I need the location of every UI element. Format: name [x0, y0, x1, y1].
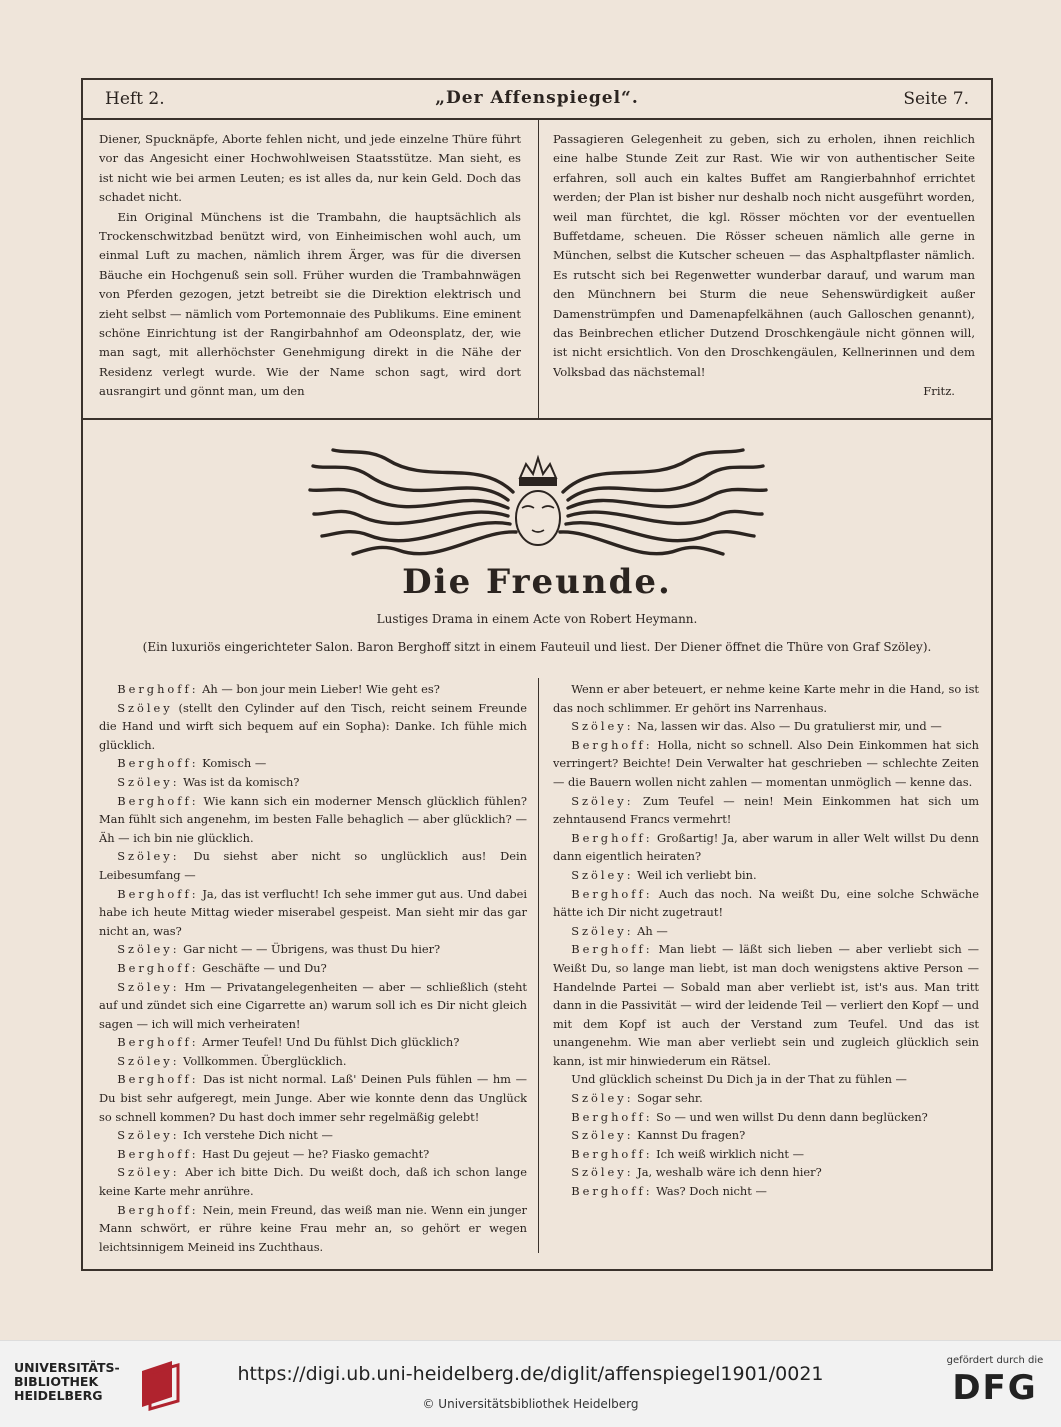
dialogue-text: Ah — bon jour mein Lieber! Wie geht es? [198, 682, 440, 696]
dialogue-line [553, 680, 979, 717]
dialogue-text: Das ist nicht normal. Laß' Deinen Puls fühlen — hm — Du bist sehr aufgeregt, mein Junge. Aber wie konnte denn das Unglück so schnell kommen? Du hast doch immer sehr regelmäßig gelebt! [99, 1072, 527, 1124]
speaker-name: Szöley: [117, 1053, 180, 1068]
dialogue-line [99, 773, 527, 792]
speaker-name: Berghoff: [117, 960, 199, 975]
dialogue-text: Und glücklich scheinst Du Dich ja in der That zu fühlen — [571, 1072, 907, 1087]
dialogue-line [99, 1126, 527, 1145]
dialogue-text: Ja, das ist verflucht! Ich sehe immer gut aus. Und dabei habe ich heute Mittag wieder miserabel gespeist. Man sieht mir das gar nicht an, was? [99, 886, 527, 938]
paragraph: Passagieren Gelegenheit zu geben, sich zu erholen, ihnen reichlich eine halbe Stunde Zeit zur Rast. Wie wir von authentischer Seite erfahren, soll auch ein kaltes Buffet am Rangierbahnhof errichtet werden; der Plan ist bisher nur deshalb noch nicht ausgeführt worden, weil man fürchtet, die kgl. Rösser möchten vor der eventuellen Buffetdame, scheuen. Die Rösser scheuen nämlich alle gerne in München, selbst die Kutscher scheuen — das Asphaltpflaster nämlich. Es rutscht sich bei Regenwetter wunderbar darauf, und warum man den Münchnern bei Sturm die neue Sehenswürdigkeit außer Damenstrümpfen und Damenapfelkähnen (auch Galloschen genannt), das Beinbrechen etlicher Dutzend Droschkengäule nicht gönnen will, ist nicht ersichtlich. Von den Droschkengäulen, Kellnerinnen und dem Volksbad das nächstemal! [553, 132, 975, 379]
journal-title: „Der Affenspiegel“. [435, 88, 639, 108]
dialogue-line [99, 1201, 527, 1255]
speaker-name: Berghoff: [117, 1072, 199, 1087]
speaker-name: Szöley: [571, 793, 634, 808]
speaker-name: Berghoff: [117, 756, 199, 771]
dialogue-text: Wie kann sich ein moderner Mensch glücklich fühlen? Man fühlt sich angenehm, im besten Falle behaglich — aber glücklich? — Äh — ich bin nie glücklich. [99, 793, 527, 845]
dialogue-line [553, 1070, 979, 1089]
dialogue-text: (stellt den Cylinder auf den Tisch, reicht seinem Freunde die Hand und wirft sich bequem auf ein Sopha): Danke. Ich fühle mich glücklich. [99, 700, 527, 752]
logo-line-2: BIBLIOTHEK [14, 1374, 99, 1389]
dialogue-line [553, 1145, 979, 1164]
dialogue-line [99, 940, 527, 959]
speaker-name: Szöley [117, 700, 173, 715]
dialogue-line [99, 699, 527, 755]
permalink-url[interactable]: https://digi.ub.uni-heidelberg.de/diglit/affenspiegel1901/0021 [237, 1363, 824, 1385]
dialogue-line [99, 792, 527, 848]
page-frame [81, 78, 993, 1271]
library-footer [0, 1340, 1061, 1427]
speaker-name: Szöley: [571, 867, 634, 882]
issue-label: Heft 2. [105, 89, 165, 109]
dialogue-line [553, 885, 979, 922]
dialogue-line [99, 754, 527, 773]
dialogue-text: Hast Du gejeut — he? Fiasko gemacht? [198, 1146, 430, 1161]
speaker-name: Szöley: [117, 849, 180, 864]
speaker-name: Berghoff: [117, 1035, 199, 1050]
dialogue-line [99, 680, 527, 699]
paragraph: Ein Original Münchens ist die Trambahn, die hauptsächlich als Trockenschwitzbad benützt wird, von Einheimischen wohl auch, um einmal Luft zu machen, nämlich ihrem Ärger, was für die diversen Bäuche ein Hochgenuß sein soll. Früher wurden die Trambahnwägen von Pferden gezogen, jetzt betreibt sie die Direktion elektrisch und zieht selbst — nämlich vom Portemonnaie des Publikums. Eine eminent schöne Einrichtung ist der Rangirbahnhof am Odeonsplatz, der, wie man sagt, mit allerhöchster Genehmigung direkt in die Nähe der Residenz verlegt wurde. Wie der Name schon sagt, wird dort ausrangirt und gönnt man, um den [99, 209, 521, 399]
dialogue-text: Kannst Du fragen? [633, 1128, 746, 1143]
dialogue-text: Ich weiß wirklich nicht — [652, 1146, 805, 1161]
speaker-name: Szöley: [117, 1165, 180, 1180]
dialogue-text: Aber ich bitte Dich. Du weißt doch, daß ich schon lange keine Karte mehr anrühre. [99, 1165, 527, 1199]
dialogue-text: Gar nicht — — Übrigens, was thust Du hier? [179, 942, 441, 957]
speaker-name: Berghoff: [117, 886, 199, 901]
dialogue-text: Was ist da komisch? [179, 774, 300, 789]
logo-line-1: UNIVERSITÄTS- [14, 1360, 120, 1375]
speaker-name: Szöley: [571, 1091, 634, 1106]
speaker-name: Berghoff: [571, 942, 653, 957]
dialogue-text: Du siehst aber nicht so unglücklich aus! Dein Leibesumfang — [99, 849, 527, 882]
speaker-name: Szöley: [571, 923, 634, 938]
speaker-name: Szöley: [117, 942, 180, 957]
dialogue-line [553, 1089, 979, 1108]
speaker-name: Berghoff: [571, 1184, 653, 1199]
speaker-name: Szöley: [117, 1128, 180, 1143]
dialogue-text: Na, lassen wir das. Also — Du gratulierst mir, und — [633, 719, 942, 734]
speaker-name: Berghoff: [117, 1146, 199, 1161]
speaker-name: Berghoff: [117, 1202, 199, 1217]
dialogue-line [553, 717, 979, 736]
speaker-name: Berghoff: [571, 830, 653, 845]
dialogue-line [99, 1033, 527, 1052]
speaker-name: Berghoff: [571, 737, 653, 752]
dialogue-line [553, 829, 979, 866]
dialogue-text: Großartig! Ja, aber warum in aller Welt willst Du denn dann eigentlich heiraten? [553, 830, 979, 864]
dfg-logo[interactable] [940, 1355, 1050, 1415]
dialogue-text: Armer Teufel! Und Du fühlst Dich glücklich? [198, 1035, 460, 1050]
dialogue-line [553, 792, 979, 829]
dialogue-text: Weil ich verliebt bin. [633, 867, 757, 882]
dialogue-text: Vollkommen. Überglücklich. [179, 1053, 347, 1068]
dfg-caption: gefördert durch die [946, 1355, 1044, 1366]
dialogue-line [99, 1145, 527, 1164]
dialogue-line [553, 866, 979, 885]
woman-with-flowing-hair-ornament [308, 430, 768, 570]
dialogue-line [553, 1163, 979, 1182]
dialogue-line [99, 1052, 527, 1071]
play-subtitle: Lustiges Drama in einem Acte von Robert Heymann. [376, 612, 698, 626]
article-column-right [553, 130, 975, 410]
dialogue-text: Geschäfte — und Du? [198, 960, 327, 975]
article-column-left [99, 130, 521, 410]
dialogue-text: Zum Teufel — nein! Mein Einkommen hat sich um zehntausend Francs vermehrt! [553, 793, 979, 827]
dialogue-line [553, 1108, 979, 1127]
dialogue-text: Hm — Privatangelegenheiten — aber — schließlich (steht auf und zündet sich eine Cigarrette an) warum soll ich es Dir nicht gleich sagen — ich will mich verheiraten! [99, 979, 527, 1031]
author-signature: Fritz. [923, 384, 955, 399]
dialogue-line [99, 978, 527, 1034]
speaker-name: Berghoff: [117, 682, 199, 696]
speaker-name: Szöley: [571, 719, 634, 734]
speaker-name: Berghoff: [571, 1146, 653, 1161]
dialogue-line [553, 1182, 979, 1201]
dialogue-text: Was? Doch nicht — [652, 1184, 767, 1199]
dialogue-text: Wenn er aber beteuert, er nehme keine Karte mehr in die Hand, so ist das noch schlimmer. Er gehört ins Narrenhaus. [553, 682, 979, 715]
dialogue-text: Holla, nicht so schnell. Also Dein Einkommen hat sich verringert? Beichte! Dein Verwalter hat geschrieben — schlechte Zeiten — die Bauern wollen nicht zahlen — momentan unmöglich — kenne das. [553, 737, 979, 789]
dialogue-line [553, 940, 979, 1070]
dialogue-text: Ah — [633, 923, 668, 938]
dialogue-text: Auch das noch. Na weißt Du, eine solche Schwäche hätte ich Dir nicht zugetraut! [553, 886, 979, 920]
speaker-name: Szöley: [117, 774, 180, 789]
dialogue-text: Ich verstehe Dich nicht — [179, 1128, 333, 1143]
page-number: Seite 7. [903, 89, 969, 109]
speaker-name: Berghoff: [117, 793, 199, 808]
column-divider [538, 120, 539, 418]
dialogue-column-left [99, 680, 527, 1255]
dialogue-line [99, 1163, 527, 1200]
dialogue-line [99, 847, 527, 884]
copyright-notice: © Universitätsbibliothek Heidelberg [422, 1397, 639, 1411]
speaker-name: Szöley: [571, 1128, 634, 1143]
dialogue-line [99, 959, 527, 978]
dialogue-text: Komisch — [198, 756, 267, 771]
column-divider [538, 678, 539, 1253]
speaker-name: Szöley: [571, 1165, 634, 1180]
speaker-name: Berghoff: [571, 886, 653, 901]
dialogue-line [553, 922, 979, 941]
dialogue-text: Sogar sehr. [633, 1091, 703, 1106]
dialogue-column-right [553, 680, 979, 1255]
dfg-wordmark: DFG [952, 1368, 1038, 1408]
running-header [83, 80, 991, 120]
dialogue-text: So — und wen willst Du denn dann beglücken? [652, 1109, 928, 1124]
dialogue-line [99, 1070, 527, 1126]
speaker-name: Berghoff: [571, 1109, 653, 1124]
stage-direction: (Ein luxuriös eingerichteter Salon. Baron Berghoff sitzt in einem Fauteuil und liest. Der Diener öffnet die Thüre von Graf Szöley). [142, 640, 932, 654]
play-title: Die Freunde. [402, 562, 672, 602]
dialogue-line [553, 1126, 979, 1145]
dialogue-line [99, 885, 527, 941]
dialogue-line [553, 736, 979, 792]
article-continuation [83, 120, 991, 420]
speaker-name: Szöley: [117, 979, 180, 994]
dialogue-text: Ja, weshalb wäre ich denn hier? [633, 1165, 822, 1180]
dialogue-text: Nein, mein Freund, das weiß man nie. Wenn ein junger Mann schwört, er rühre keine Frau mehr an, so gehört er wegen leichtsinnigem Meineid ins Zuchthaus. [99, 1202, 527, 1254]
logo-line-3: HEIDELBERG [14, 1388, 103, 1403]
dialogue-text: Man liebt — läßt sich lieben — aber verliebt sich — Weißt Du, so lange man liebt, ist man doch wenigstens aktive Person — Handelnde Partei — Sobald man aber verliebt ist, ist's aus. Man tritt dann in die Passivität — wird der leidende Teil — verliert den Kopf — und mit dem Kopf ist auch der Verstand zum Teufel. Und das ist unangenehm. Wie man aber verliebt sein und zugleich glücklich sein kann, ist mir hinwiederum ein Rätsel. [553, 942, 979, 1068]
paragraph: Diener, Spucknäpfe, Aborte fehlen nicht, und jede einzelne Thüre führt vor das Angesicht einer Hochwohlweisen Staatsstütze. Man sieht, es ist nicht wie bei armen Leuten; es ist alles da, nur kein Geld. Doch das schadet nicht. [99, 132, 521, 205]
